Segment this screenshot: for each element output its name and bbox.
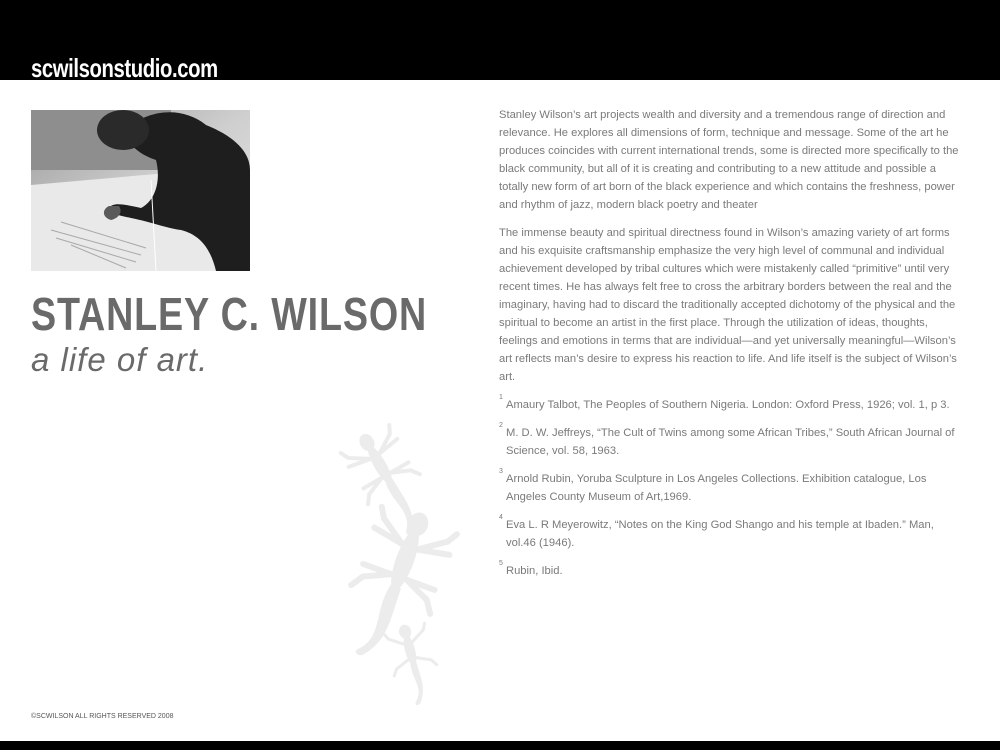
article-paragraph: Stanley Wilson’s art projects wealth and diversity and a tremendous range of direction and relevance. He explores all dimensions of form, technique and message. Some of the art he produces coincides with current international trends, some is directed more specifically to the black community, but all of it is creating and contributing to a new attitude and possible a totally new form of art born of the black experience and which contains the freshness, power and rhythm of jazz, modern black poetry and theater: [499, 109, 959, 211]
footnote: [499, 396, 961, 414]
footnote-text: Arnold Rubin, Yoruba Sculpture in Los Angeles Collections. Exhibition catalogue, Los Angeles County Museum of Art,1969.: [506, 473, 927, 503]
footnote-text: M. D. W. Jeffreys, “The Cult of Twins among some African Tribes,” South African Journal of Science, vol. 58, 1963.: [506, 427, 955, 457]
site-title[interactable]: scwilsonstudio.com: [31, 53, 218, 83]
header-bar: [0, 0, 1000, 83]
artist-photo: [31, 110, 250, 271]
copyright-notice: ©SCWILSON ALL RIGHTS RESERVED 2008: [31, 713, 174, 720]
footer-bar: [0, 741, 1000, 750]
footnote: [499, 562, 961, 580]
artist-name-heading: STANLEY C. WILSON: [31, 288, 428, 340]
footnote: [499, 424, 961, 460]
tagline: a life of art.: [31, 341, 209, 378]
footnote-text: Rubin, Ibid.: [506, 565, 563, 577]
footnote: [499, 470, 961, 506]
footnote-number: 1: [499, 394, 503, 401]
footnote: [499, 516, 961, 552]
gecko-icon: [320, 420, 460, 710]
article-body: [499, 106, 961, 590]
footnote-number: 3: [499, 468, 503, 475]
article-paragraph: The immense beauty and spiritual directness found in Wilson’s amazing variety of art forms and his exquisite craftsmanship emphasize the very high level of communal and individual achievement developed by tribal cultures which were mistakenly called “primitive” until very recent times. He has always felt free to cross the arbitrary borders between the real and the imaginary, having had to discard the traditionally accepted dichotomy of the physical and the spiritual to become an artist in the first place. Through the utilization of ideas, thoughts, feelings and emotions in terms that are individual—and yet universally meaningful—Wilson’s art reflects man’s desire to express his reaction to life. And life itself is the subject of Wilson’s art.: [499, 227, 957, 383]
footnote-text: Eva L. R Meyerowitz, “Notes on the King God Shango and his temple at Ibaden.” Man, vol.46 (1946).: [506, 519, 934, 549]
footnote-number: 5: [499, 560, 503, 567]
footnote-number: 2: [499, 422, 503, 429]
footnote-text: Amaury Talbot, The Peoples of Southern Nigeria. London: Oxford Press, 1926; vol. 1, p 3.: [506, 399, 950, 411]
footnote-number: 4: [499, 514, 503, 521]
